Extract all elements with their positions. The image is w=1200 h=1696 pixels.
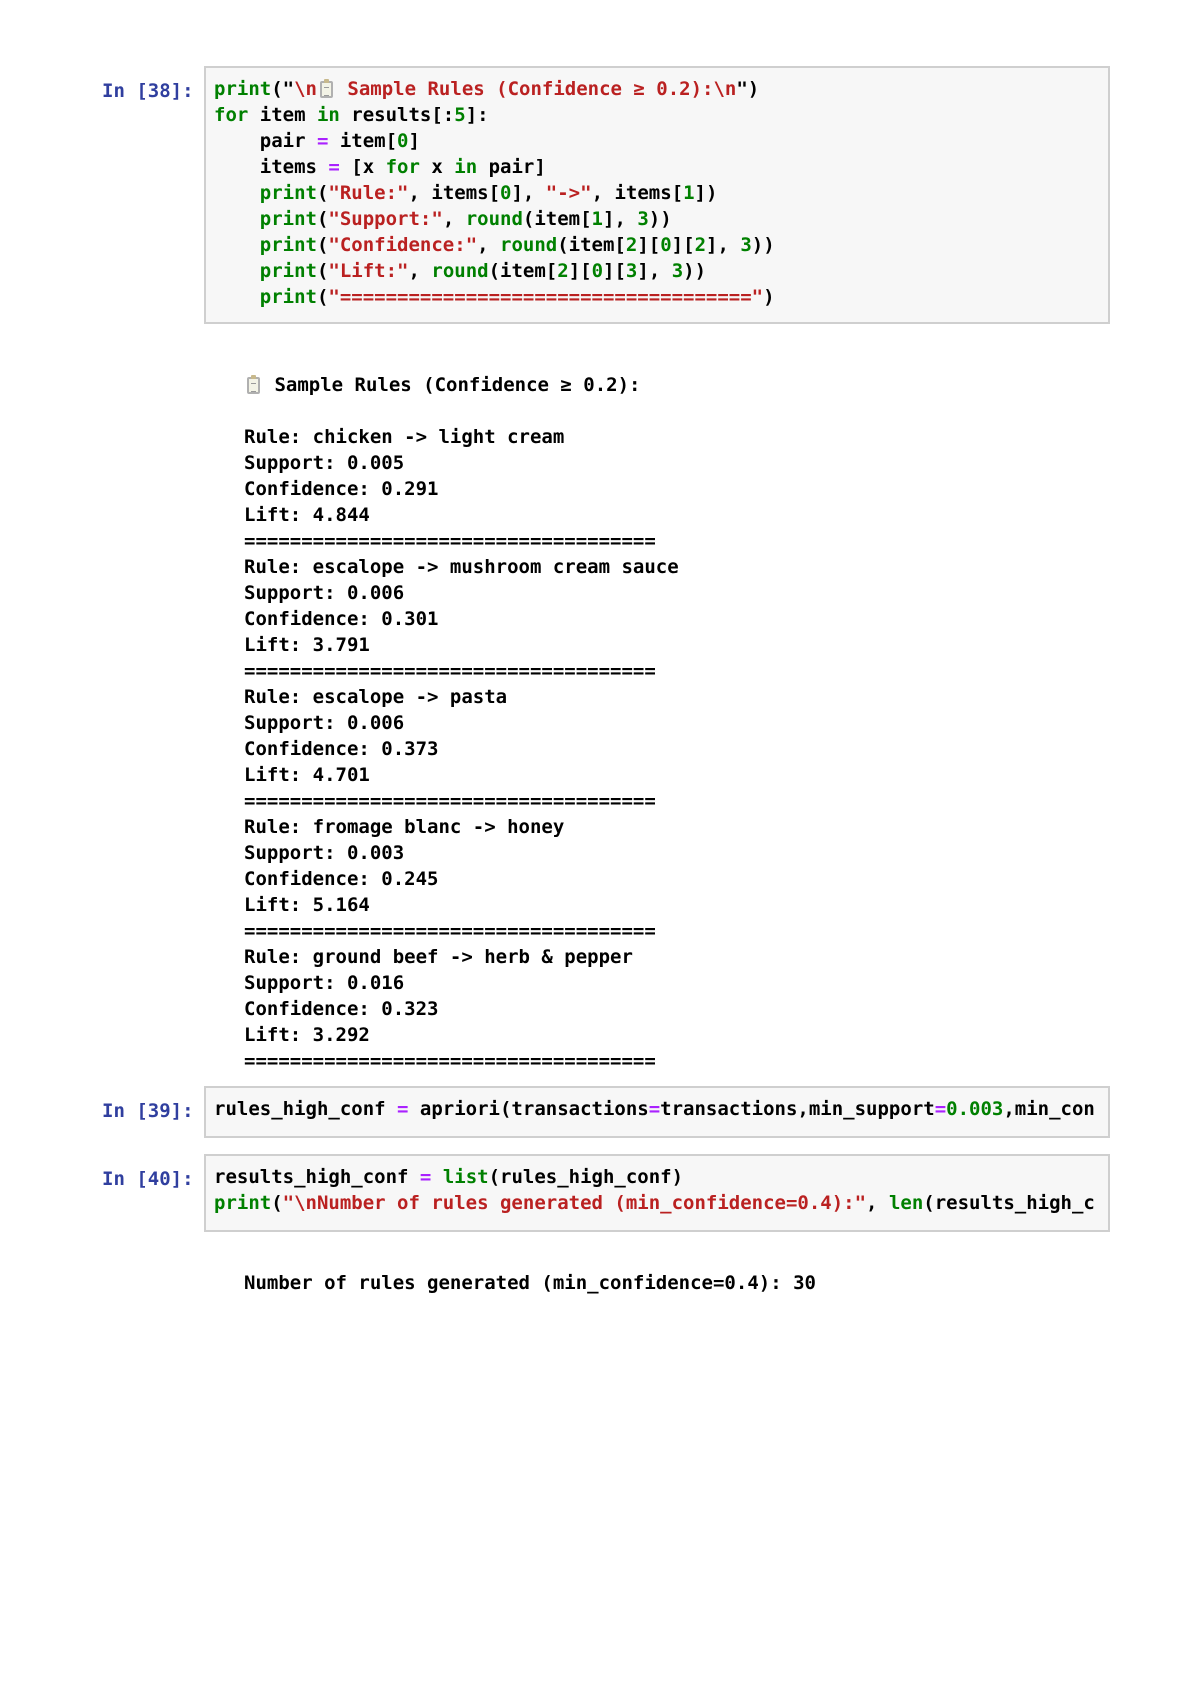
code-token: print bbox=[259, 234, 317, 256]
code-token: ]) bbox=[694, 182, 718, 204]
code-token: list bbox=[442, 1166, 489, 1188]
code-token: print bbox=[214, 78, 272, 100]
code-token: ] bbox=[408, 130, 420, 152]
code-token: round bbox=[500, 234, 558, 256]
code-line bbox=[214, 1164, 1108, 1190]
code-token: for bbox=[385, 156, 420, 178]
code-line bbox=[214, 180, 1108, 206]
code-token: 0 bbox=[397, 130, 409, 152]
output-text: Sample Rules (Confidence ≥ 0.2): bbox=[263, 374, 641, 396]
code-token: transactions,min_support bbox=[660, 1098, 935, 1120]
code-token: 5 bbox=[454, 104, 466, 126]
code-token: in bbox=[316, 104, 340, 126]
code-token: ][ bbox=[603, 260, 626, 282]
code-token: 2 bbox=[694, 234, 707, 256]
code-token: ( bbox=[271, 1192, 283, 1214]
output-line: Support: 0.006 bbox=[244, 582, 405, 604]
code-token: items bbox=[214, 156, 329, 178]
clipboard-icon bbox=[320, 81, 333, 98]
output-line: Confidence: 0.323 bbox=[244, 998, 439, 1020]
input-prompt: In [39]: bbox=[102, 1100, 194, 1122]
code-token: 3 bbox=[637, 208, 649, 230]
output-line: ==================================== bbox=[244, 660, 656, 682]
code-token: ], bbox=[637, 260, 672, 282]
output-line: Rule: escalope -> pasta bbox=[244, 686, 508, 708]
code-token: print bbox=[259, 260, 317, 282]
input-prompt: In [40]: bbox=[102, 1168, 194, 1190]
code-token: ( bbox=[316, 286, 329, 308]
code-token: = bbox=[397, 1098, 409, 1120]
code-token: [x bbox=[339, 156, 386, 178]
output-line: ==================================== bbox=[244, 920, 656, 942]
output-line bbox=[244, 372, 1124, 398]
code-token: item[ bbox=[328, 130, 398, 152]
code-token: (rules_high_conf) bbox=[488, 1166, 684, 1188]
output-line: Number of rules generated (min_confidence=0.4): 30 bbox=[244, 1272, 816, 1294]
output-line: Lift: 3.292 bbox=[244, 1024, 370, 1046]
output-line: Confidence: 0.291 bbox=[244, 478, 439, 500]
code-token: x bbox=[419, 156, 455, 178]
code-token: (item[ bbox=[557, 234, 626, 256]
code-token: results_high_conf bbox=[214, 1166, 420, 1188]
code-token: ][ bbox=[568, 260, 592, 282]
output-line: Rule: fromage blanc -> honey bbox=[244, 816, 565, 838]
output-line bbox=[244, 398, 1124, 424]
code-token: \n bbox=[294, 78, 317, 100]
code-token: apriori(transactions bbox=[408, 1098, 649, 1120]
code-token: ], bbox=[706, 234, 741, 256]
code-line bbox=[214, 128, 1108, 154]
code-token bbox=[214, 208, 260, 230]
code-token: = bbox=[419, 1166, 432, 1188]
code-token: print bbox=[259, 286, 317, 308]
code-token: ) bbox=[763, 286, 775, 308]
code-line bbox=[214, 1190, 1108, 1216]
code-token: print bbox=[259, 208, 317, 230]
code-line bbox=[214, 258, 1108, 284]
code-token: ][ bbox=[637, 234, 661, 256]
code-token: )) bbox=[648, 208, 672, 230]
code-token: 0.003 bbox=[946, 1098, 1004, 1120]
code-token: item bbox=[248, 104, 317, 126]
code-token: 3 bbox=[625, 260, 638, 282]
code-line bbox=[214, 76, 1108, 102]
clipboard-icon bbox=[247, 377, 260, 394]
code-token: , bbox=[477, 234, 501, 256]
code-token: "Lift:" bbox=[328, 260, 409, 282]
code-token: (" bbox=[271, 78, 295, 100]
code-token: "Rule:" bbox=[328, 182, 409, 204]
code-token: 2 bbox=[557, 260, 569, 282]
output-line: Lift: 4.701 bbox=[244, 764, 370, 786]
code-token: pair bbox=[214, 130, 317, 152]
output-line: Confidence: 0.245 bbox=[244, 868, 439, 890]
code-token: = bbox=[328, 156, 340, 178]
code-line bbox=[214, 154, 1108, 180]
code-token: 1 bbox=[591, 208, 603, 230]
code-token: , items[ bbox=[408, 182, 501, 204]
code-token: "Support:" bbox=[328, 208, 443, 230]
output-line: Support: 0.005 bbox=[244, 452, 405, 474]
code-token: 1 bbox=[683, 182, 695, 204]
code-line bbox=[214, 206, 1108, 232]
code-line bbox=[214, 284, 1108, 310]
code-token: print bbox=[259, 182, 317, 204]
output-line: Rule: chicken -> light cream bbox=[244, 426, 565, 448]
code-token: )) bbox=[683, 260, 707, 282]
code-token bbox=[214, 260, 260, 282]
code-token: 0 bbox=[500, 182, 512, 204]
code-token: = bbox=[316, 130, 329, 152]
code-token: "Confidence:" bbox=[328, 234, 478, 256]
code-token: 0 bbox=[591, 260, 604, 282]
code-token: (item[ bbox=[522, 208, 592, 230]
output-line: ==================================== bbox=[244, 530, 656, 552]
output-line: Lift: 4.844 bbox=[244, 504, 370, 526]
code-token: 3 bbox=[740, 234, 752, 256]
code-token: for bbox=[214, 104, 249, 126]
code-token: , bbox=[442, 208, 466, 230]
code-line bbox=[214, 102, 1108, 128]
code-input[interactable] bbox=[204, 1086, 1110, 1138]
output-line: ==================================== bbox=[244, 1050, 656, 1072]
code-token: results[: bbox=[339, 104, 455, 126]
code-token: round bbox=[465, 208, 523, 230]
code-token bbox=[214, 286, 260, 308]
code-token: )) bbox=[751, 234, 775, 256]
code-token: ,min_con bbox=[1003, 1098, 1095, 1120]
code-token: len bbox=[888, 1192, 924, 1214]
output-line: Support: 0.003 bbox=[244, 842, 405, 864]
code-token: ( bbox=[316, 260, 329, 282]
code-token: (results_high_c bbox=[923, 1192, 1095, 1214]
code-token: ( bbox=[316, 182, 329, 204]
code-token: ], bbox=[511, 182, 546, 204]
code-token: 2 bbox=[625, 234, 638, 256]
output-line: Lift: 5.164 bbox=[244, 894, 370, 916]
code-token: ( bbox=[316, 208, 329, 230]
code-token: ], bbox=[603, 208, 638, 230]
code-token: print bbox=[214, 1192, 272, 1214]
output-line: Lift: 3.791 bbox=[244, 634, 370, 656]
code-token: 0 bbox=[660, 234, 672, 256]
code-token: , items[ bbox=[591, 182, 684, 204]
code-token: = bbox=[934, 1098, 947, 1120]
code-token: ") bbox=[736, 78, 760, 100]
code-input[interactable] bbox=[204, 1154, 1110, 1232]
input-prompt: In [38]: bbox=[102, 80, 194, 102]
code-line bbox=[214, 232, 1108, 258]
output-line: ==================================== bbox=[244, 790, 656, 812]
code-token: = bbox=[648, 1098, 661, 1120]
output-line: Rule: escalope -> mushroom cream sauce bbox=[244, 556, 679, 578]
code-token: round bbox=[431, 260, 489, 282]
code-input[interactable] bbox=[204, 66, 1110, 324]
code-line bbox=[214, 1096, 1108, 1122]
code-token: , bbox=[866, 1192, 889, 1214]
output-line: Confidence: 0.373 bbox=[244, 738, 439, 760]
code-token: in bbox=[454, 156, 478, 178]
code-token: (item[ bbox=[488, 260, 558, 282]
code-token: , bbox=[408, 260, 432, 282]
code-token: "->" bbox=[545, 182, 592, 204]
code-token: rules_high_conf bbox=[214, 1098, 398, 1120]
cell-output bbox=[244, 346, 1124, 1074]
code-token: pair] bbox=[477, 156, 546, 178]
output-line: Support: 0.006 bbox=[244, 712, 405, 734]
code-token bbox=[431, 1166, 442, 1188]
output-line bbox=[244, 346, 1124, 372]
code-token: ][ bbox=[671, 234, 695, 256]
code-token: ( bbox=[316, 234, 329, 256]
output-line: Support: 0.016 bbox=[244, 972, 405, 994]
code-token: ]: bbox=[465, 104, 489, 126]
code-token bbox=[214, 234, 260, 256]
code-token: Sample Rules (Confidence ≥ 0.2):\n bbox=[335, 78, 737, 100]
code-token bbox=[214, 182, 260, 204]
code-token: "\nNumber of rules generated (min_confidence=0.4):" bbox=[282, 1192, 867, 1214]
code-token: 3 bbox=[671, 260, 684, 282]
output-line bbox=[244, 1244, 1124, 1270]
output-line: Rule: ground beef -> herb & pepper bbox=[244, 946, 633, 968]
output-line: Confidence: 0.301 bbox=[244, 608, 439, 630]
cell-output bbox=[244, 1244, 1124, 1296]
code-token: "====================================" bbox=[328, 286, 764, 308]
